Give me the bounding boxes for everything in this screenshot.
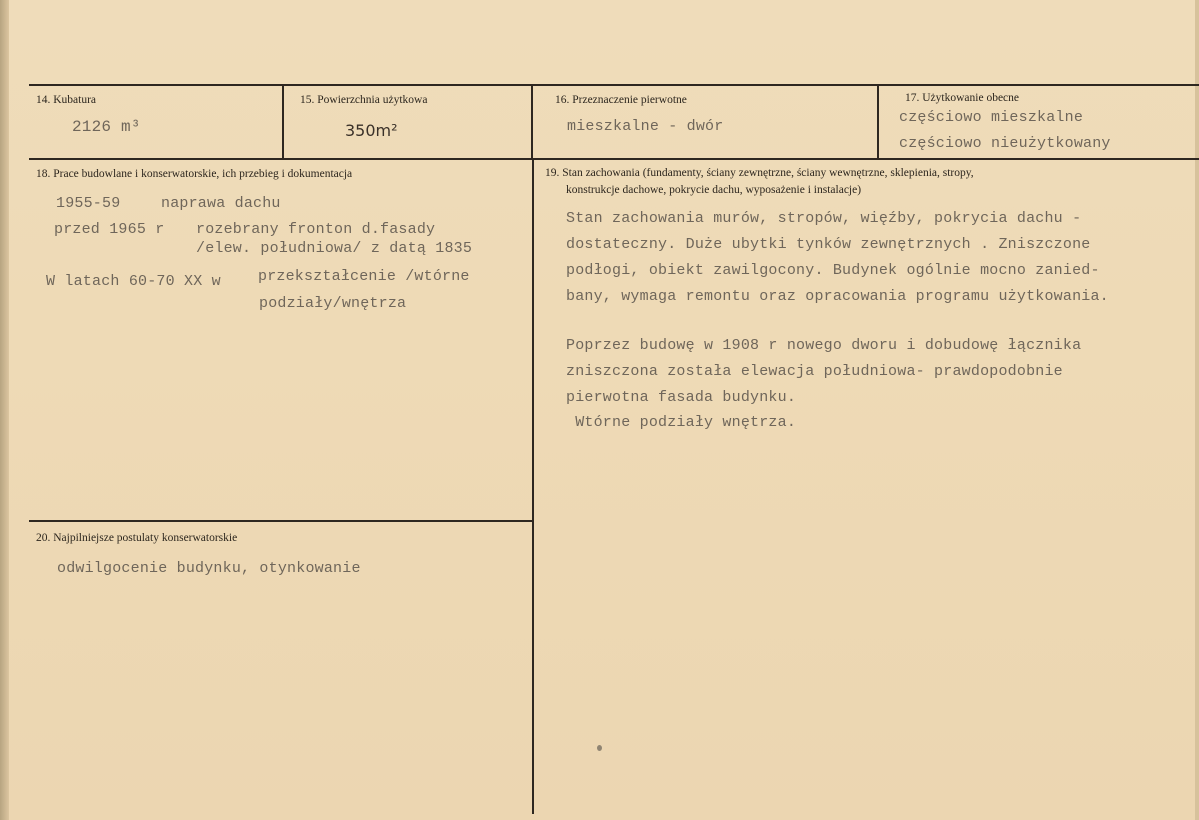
field-19-para1-line-3: podłogi, obiekt zawilgocony. Budynek ogólnie mocno zanied- — [566, 262, 1100, 279]
field-18-row-2-date: przed 1965 r — [54, 221, 165, 238]
divider-16-17 — [877, 85, 879, 158]
field-19-para1-line-2: dostateczny. Duże ubytki tynków zewnętrznych . Zniszczone — [566, 236, 1091, 253]
field-15-value: 350m² — [345, 121, 398, 140]
card-edge-right — [1195, 0, 1199, 820]
ink-spot — [597, 745, 602, 751]
field-20-label: 20. Najpilniejsze postulaty konserwatorskie — [36, 532, 238, 544]
field-15-label: 15. Powierzchnia użytkowa — [300, 94, 428, 106]
field-18-row-4-text: przekształcenie /wtórne — [258, 268, 470, 285]
field-17-line-2: częściowo nieużytkowany — [899, 135, 1111, 152]
field-14-value: 2126 m³ — [72, 118, 141, 136]
field-19-para2-line-2: zniszczona została elewacja południowa- prawdopodobnie — [566, 363, 1063, 380]
field-14-label: 14. Kubatura — [36, 94, 97, 106]
field-18-row-3-text: /elew. południowa/ z datą 1835 — [196, 240, 473, 257]
field-19-para2-line-1: Poprzez budowę w 1908 r nowego dworu i dobudowę łącznika — [566, 337, 1082, 354]
field-17-line-1: częściowo mieszkalne — [899, 109, 1084, 126]
field-18-row-2-text: rozebrany fronton d.fasady — [196, 221, 436, 238]
field-20-value: odwilgocenie budynku, otynkowanie — [57, 560, 361, 577]
field-17-label: 17. Użytkowanie obecne — [905, 92, 1020, 104]
field-18-label: 18. Prace budowlane i konserwatorskie, ich przebieg i dokumentacja — [36, 168, 353, 180]
field-16-value: mieszkalne - dwór — [567, 118, 724, 135]
field-19-para2-line-3: pierwotna fasada budynku. — [566, 389, 797, 406]
field-18-row-1-text: naprawa dachu — [161, 195, 281, 212]
field-19-label-line-2: konstrukcje dachowe, pokrycie dachu, wyposażenie i instalacje) — [566, 184, 862, 196]
mid-border — [29, 158, 1199, 160]
divider-14-15 — [282, 85, 284, 158]
field-19-para2-line-4: Wtórne podziały wnętrza. — [566, 414, 797, 431]
top-border — [29, 84, 1199, 86]
divider-15-16 — [531, 85, 533, 158]
field-19-label-line-1: 19. Stan zachowania (fundamenty, ściany zewnętrzne, ściany wewnętrzne, sklepienia, stropy, — [545, 167, 974, 179]
field-16-label: 16. Przeznaczenie pierwotne — [555, 94, 687, 106]
field-19-para1-line-4: bany, wymaga remontu oraz opracowania programu użytkowania. — [566, 288, 1109, 305]
field-18-row-1-date: 1955-59 — [56, 195, 121, 212]
field-18-row-4-date: W latach 60-70 XX w — [46, 273, 221, 290]
card-edge — [0, 0, 9, 820]
section20-border — [29, 520, 532, 522]
field-19-para1-line-1: Stan zachowania murów, stropów, więźby, pokrycia dachu - — [566, 210, 1082, 227]
field-18-row-5-text: podziały/wnętrza — [259, 295, 407, 312]
divider-left-right — [532, 159, 534, 814]
